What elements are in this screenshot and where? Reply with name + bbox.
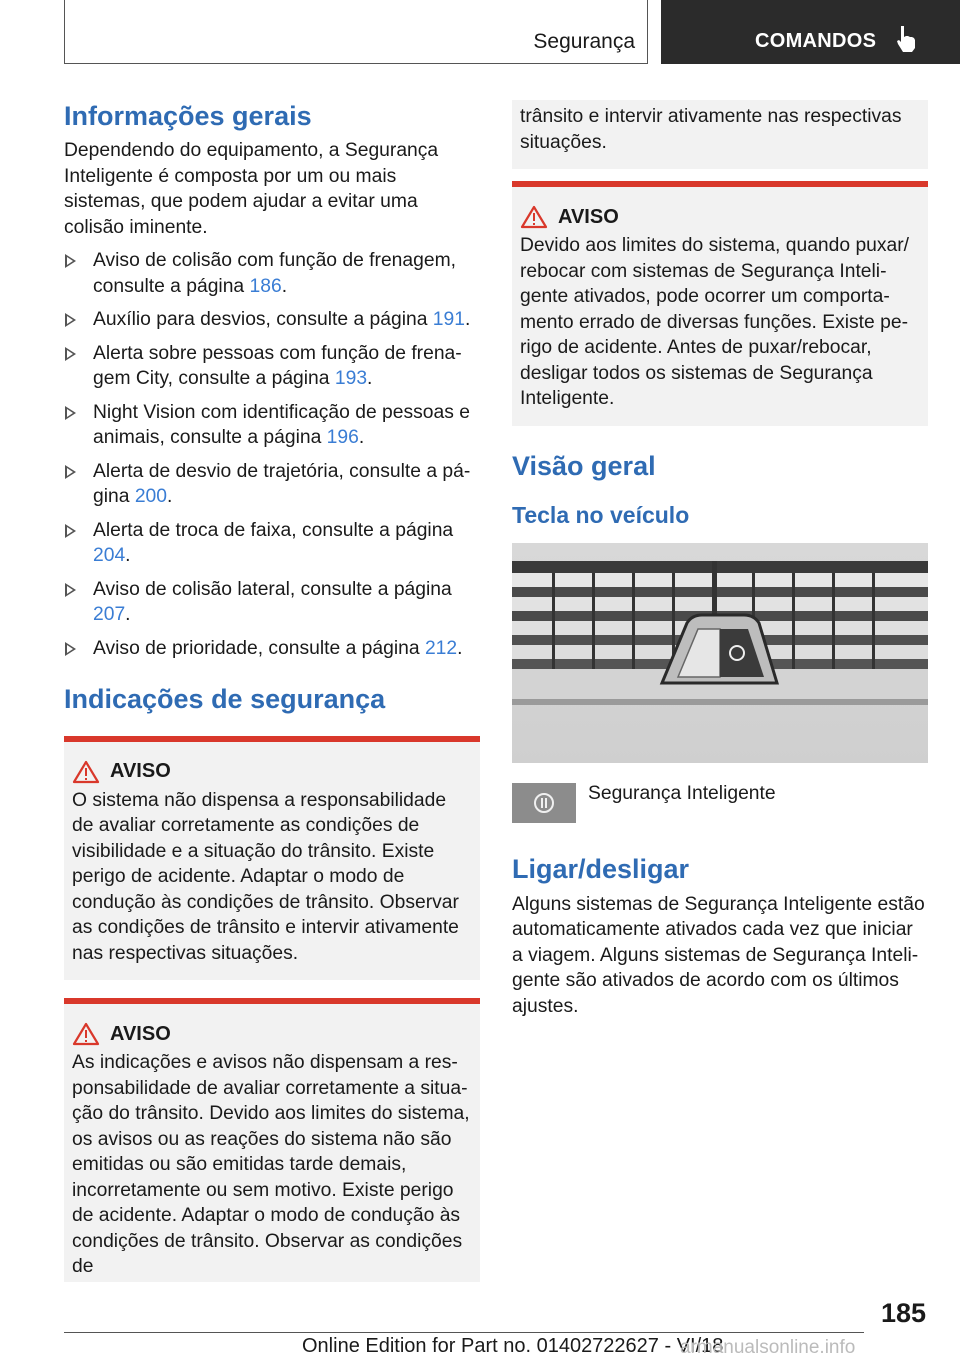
heading-overview: Visão geral <box>512 450 656 481</box>
heading-on-off: Ligar/desligar <box>512 854 690 885</box>
warning-box <box>64 998 480 1282</box>
bullet-triangle-icon <box>65 347 76 361</box>
page-link[interactable]: 186 <box>249 275 282 297</box>
warning-title: AVISO <box>110 1022 171 1045</box>
warning-text: Devido aos limites do sistema, quando puxar/ rebocar com sistemas de Segurança Inteligente ativados, pode ocorrer um comportamento errado de diversas funções. Existe perigo de acidente. Antes de puxar/rebocar, desligar todos os sistemas de Segurança Inteligente. <box>520 235 910 409</box>
bullet-triangle-icon <box>65 465 76 479</box>
bullet-triangle-icon <box>65 583 76 597</box>
warning-box-continued <box>512 100 928 169</box>
legend-text: Segurança Inteligente <box>588 783 776 805</box>
warning-text: As indicações e avisos não dispensam a responsabilidade de avaliar corretamente a situação do trânsito. Devido aos limites do sistema, os avisos ou as reações do sistema não são emitidas ou são emitidas tarde demais, incorretamente ou sem motivo. Existe perigo de acidente. Adaptar o modo de condução às condições de trânsito. Observar as condições de <box>72 1052 470 1278</box>
pointing-hand-icon <box>895 24 917 54</box>
list-item: Alerta sobre pessoas com função de frenagem City, consulte a página 193. <box>64 341 480 392</box>
right-column <box>512 100 928 1019</box>
page-number: 185 <box>880 1298 926 1328</box>
list-item: Alerta de troca de faixa, consulte a página 204. <box>64 518 480 569</box>
list-item: Auxílio para desvios, consulte a página 191. <box>64 307 480 333</box>
page-link[interactable]: 196 <box>326 427 359 449</box>
header-chapter-tab <box>661 0 960 64</box>
left-column <box>64 100 480 1282</box>
footer-edition: Online Edition for Part no. 01402722627 - VI/18 <box>302 1335 724 1357</box>
page-link[interactable]: 207 <box>93 604 126 626</box>
safety-button-icon <box>512 783 576 823</box>
list-item: Aviso de colisão com função de frenagem, consulte a página 186. <box>64 248 480 299</box>
footer-divider <box>64 1332 864 1333</box>
page-link[interactable]: 204 <box>93 545 126 567</box>
list-item: Night Vision com identificação de pessoas e animais, consulte a página 196. <box>64 400 480 451</box>
header-section-box <box>64 0 648 64</box>
systems-list <box>64 248 480 661</box>
bullet-triangle-icon <box>65 313 76 327</box>
vehicle-button-photo <box>512 543 928 763</box>
intro-paragraph: Dependendo do equipamento, a Segurança Inteligente é composta por um ou mais sistemas, que podem ajudar a evitar uma colisão iminente. <box>64 140 439 238</box>
header-tab-label: COMANDOS <box>755 30 877 52</box>
list-item: Aviso de prioridade, consulte a página 212. <box>64 636 480 662</box>
warning-triangle-icon <box>72 1022 100 1046</box>
list-item: Alerta de desvio de trajetória, consulte a página 200. <box>64 459 480 510</box>
on-off-paragraph: Alguns sistemas de Segurança Inteligente estão automaticamente ativados cada vez que iniciar a viagem. Alguns sistemas de Segurança Inteligente são ativados de acordo com os últimos ajustes. <box>512 893 925 1017</box>
bullet-triangle-icon <box>65 642 76 656</box>
warning-title: AVISO <box>558 205 619 228</box>
warning-text: O sistema não dispensa a responsabilidade de avaliar corretamente as condições de visibilidade e a situação do trânsito. Existe perigo de acidente. Adaptar o modo de condução às condições de trânsito. Observar as condições de trânsito e intervir ativamente nas respectivas situações. <box>72 789 459 964</box>
page-link[interactable]: 191 <box>432 309 465 331</box>
bullet-triangle-icon <box>65 406 76 420</box>
heading-general-info: Informações gerais <box>64 101 312 131</box>
warning-box <box>512 181 928 426</box>
warning-triangle-icon <box>72 760 100 784</box>
page-link[interactable]: 200 <box>134 486 167 508</box>
warning-triangle-icon <box>520 205 548 229</box>
warning-title: AVISO <box>110 760 171 783</box>
bullet-triangle-icon <box>65 254 76 268</box>
heading-vehicle-button: Tecla no veículo <box>512 501 690 528</box>
legend-row <box>512 781 928 823</box>
list-item: Aviso de colisão lateral, consulte a página 207. <box>64 577 480 628</box>
header-section-title: Segurança <box>533 30 635 53</box>
warning-box <box>64 736 480 981</box>
page-link[interactable]: 193 <box>334 368 368 390</box>
watermark: armanualsonline.info <box>680 1337 856 1358</box>
page-link[interactable]: 212 <box>424 637 458 659</box>
bullet-triangle-icon <box>65 524 76 538</box>
heading-safety: Indicações de segurança <box>64 684 386 715</box>
warning-text: trânsito e intervir ativamente nas respectivas situações. <box>520 106 902 153</box>
